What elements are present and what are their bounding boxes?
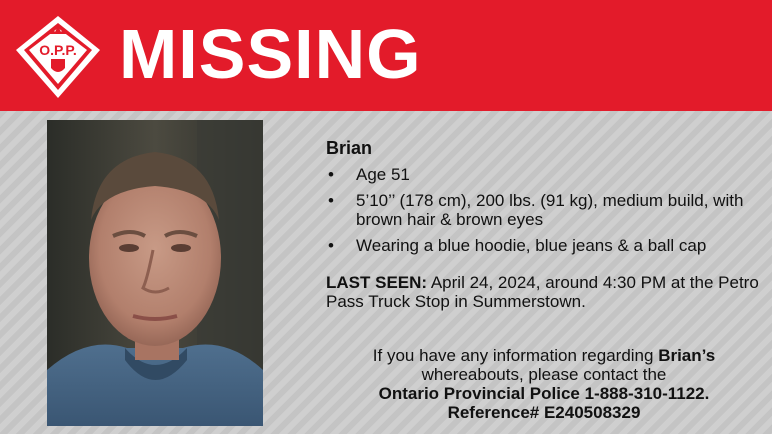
contact-info — [326, 346, 762, 422]
detail-description: • 5’10’’ (178 cm), 200 lbs. (91 kg), medium build, with brown hair & brown eyes — [326, 191, 766, 229]
header-banner — [0, 0, 772, 111]
person-info — [326, 139, 766, 311]
opp-badge-icon — [12, 10, 104, 102]
last-seen — [326, 273, 766, 311]
person-details-list — [326, 165, 766, 255]
contact-line-1 — [326, 346, 762, 365]
contact-prefix: If you have any information regarding — [372, 346, 659, 365]
detail-age: • Age 51 — [326, 165, 766, 184]
person-name: Brian — [326, 138, 373, 158]
badge-text: O.P.P. — [39, 42, 77, 58]
contact-line-2: whereabouts, please contact the — [421, 365, 667, 384]
contact-name: Brian’s — [658, 346, 716, 365]
reference-number: Reference# E240508329 — [447, 403, 641, 422]
detail-clothing: • Wearing a blue hoodie, blue jeans & a ball cap — [326, 236, 766, 255]
last-seen-text: April 24, 2024, around 4:30 PM at the Petro Pass Truck Stop in Summerstown. — [326, 273, 759, 311]
missing-person-photo — [47, 120, 263, 426]
contact-phone: Ontario Provincial Police 1-888-310-1122. — [378, 384, 710, 403]
missing-title: MISSING — [119, 15, 422, 93]
last-seen-label: LAST SEEN: — [326, 273, 428, 292]
